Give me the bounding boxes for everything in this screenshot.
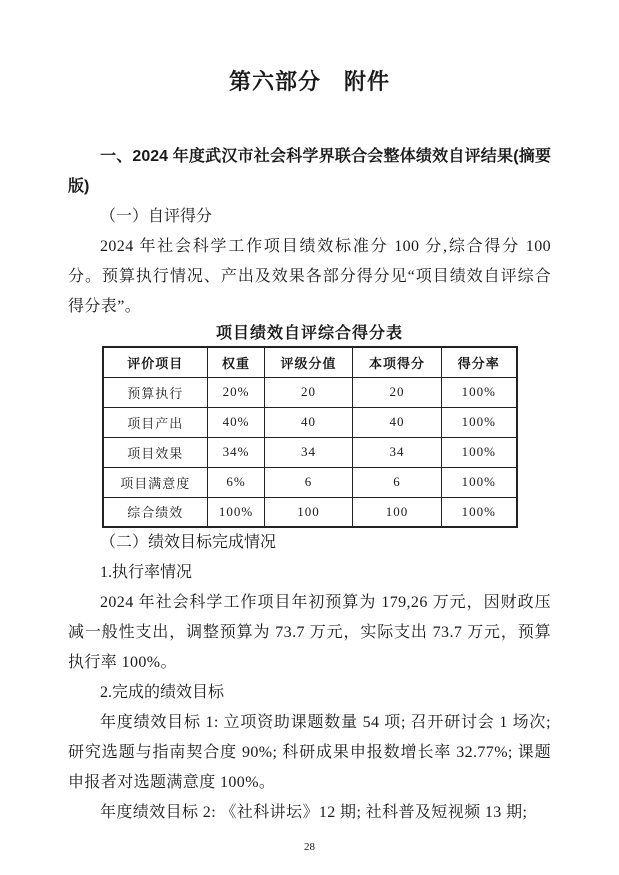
section-heading: 一、2024 年度武汉市社会科学界联合会整体绩效自评结果(摘要版) xyxy=(68,148,551,195)
table-row xyxy=(103,377,517,407)
table-cell: 100 xyxy=(353,497,442,527)
table-cell: 100% xyxy=(442,407,517,437)
table-cell: 100% xyxy=(442,467,517,497)
table-row xyxy=(103,467,517,497)
column-header: 权重 xyxy=(208,347,265,377)
table-cell: 预算执行 xyxy=(103,377,208,407)
table-row xyxy=(103,497,517,527)
table-row xyxy=(103,437,517,467)
table-cell: 34 xyxy=(353,437,442,467)
column-header: 得分率 xyxy=(442,347,517,377)
table-header-row xyxy=(103,347,517,377)
table-cell: 项目效果 xyxy=(103,437,208,467)
execution-rate-paragraph: 2024 年社会科学工作项目年初预算为 179,26 万元，因财政压减一般性支出，调整预算为 73.7 万元，实际支出 73.7 万元，预算执行率 100%。 xyxy=(68,594,551,671)
table-cell: 20 xyxy=(265,377,353,407)
table-cell: 项目产出 xyxy=(103,407,208,437)
column-header: 评级分值 xyxy=(265,347,353,377)
table-cell: 综合绩效 xyxy=(103,497,208,527)
table-cell: 100% xyxy=(442,497,517,527)
item-heading-completed-goals: 2.完成的绩效目标 xyxy=(100,684,225,701)
table-cell: 100 xyxy=(265,497,353,527)
table-row xyxy=(103,407,517,437)
score-table xyxy=(102,346,518,528)
table-cell: 34 xyxy=(265,437,353,467)
table-cell: 20% xyxy=(208,377,265,407)
item-heading-execution-rate: 1.执行率情况 xyxy=(100,564,193,581)
self-score-paragraph: 2024 年社会科学工作项目绩效标准分 100 分,综合得分 100 分。预算执行情况、产出及效果各部分得分见“项目绩效自评综合得分表”。 xyxy=(68,238,551,315)
table-cell: 40 xyxy=(265,407,353,437)
subsection-heading-self-score: （一）自评得分 xyxy=(100,208,213,225)
page-number: 28 xyxy=(304,841,315,853)
table-cell: 项目满意度 xyxy=(103,467,208,497)
table-title: 项目绩效自评综合得分表 xyxy=(215,325,403,342)
subsection-heading-goal-completion: （二）绩效目标完成情况 xyxy=(100,534,277,551)
table-cell: 40% xyxy=(208,407,265,437)
table-cell: 100% xyxy=(208,497,265,527)
column-header: 评价项目 xyxy=(103,347,208,377)
table-cell: 6 xyxy=(353,467,442,497)
table-cell: 40 xyxy=(353,407,442,437)
column-header: 本项得分 xyxy=(353,347,442,377)
document-title: 第六部分 附件 xyxy=(228,69,390,94)
table-cell: 6 xyxy=(265,467,353,497)
table-cell: 34% xyxy=(208,437,265,467)
table-cell: 20 xyxy=(353,377,442,407)
table-cell: 6% xyxy=(208,467,265,497)
table-cell: 100% xyxy=(442,437,517,467)
table-cell: 100% xyxy=(442,377,517,407)
annual-goal-1-paragraph: 年度绩效目标 1: 立项资助课题数量 54 项; 召开研讨会 1 场次; 研究选题与指南契合度 90%; 科研成果申报数增长率 32.77%; 课题申报者对选题满意度 100%。 xyxy=(68,714,551,791)
annual-goal-2-paragraph: 年度绩效目标 2: 《社科讲坛》12 期; 社科普及短视频 13 期; xyxy=(100,804,528,821)
